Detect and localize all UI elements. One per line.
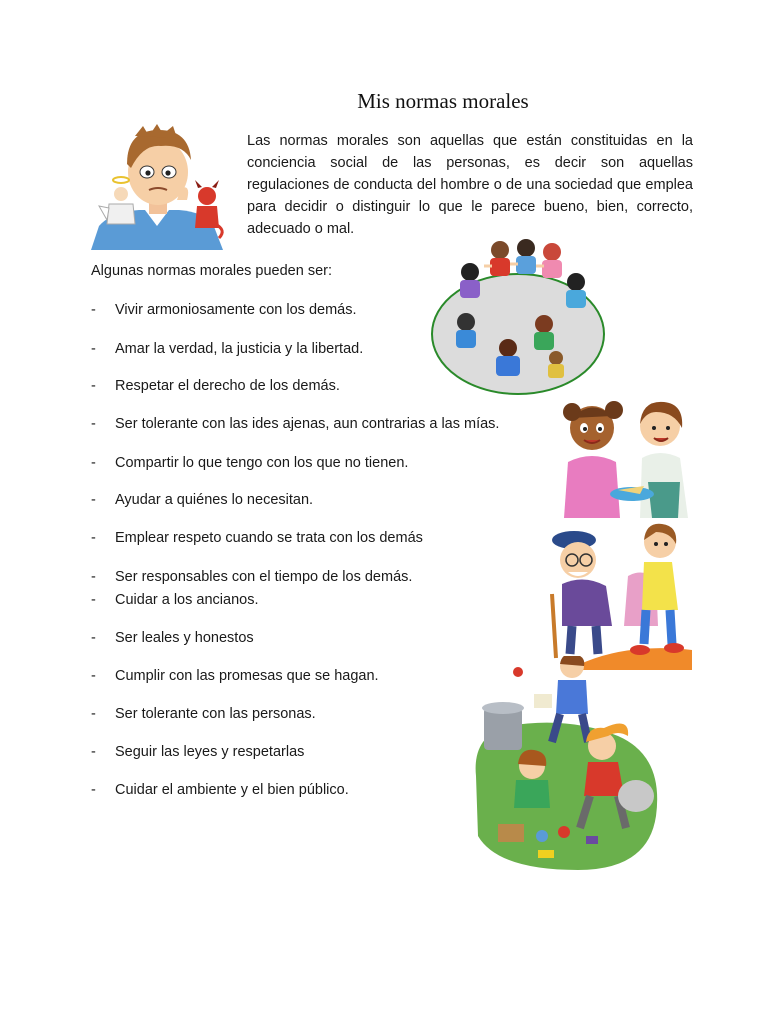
- list-dash: -: [91, 455, 96, 471]
- list-dash: -: [91, 744, 96, 760]
- norm-item: [91, 744, 304, 760]
- norm-text: Seguir las leyes y respetarlas: [115, 744, 305, 760]
- norm-text: Cuidar el ambiente y el bien público.: [115, 782, 349, 798]
- helping-elderly-illustration: [532, 522, 696, 670]
- norm-item: [91, 782, 349, 798]
- intro-paragraph: Las normas morales son aquellas que están constituidas en la conciencia social de las personas, es decir son aquellas regulaciones de conducta del hombre o de una sociedad que emplea para decidir o distinguir lo que le parece bueno, bien, correcto, adecuado o mal.: [247, 133, 693, 237]
- list-dash: -: [91, 630, 96, 646]
- norm-item: [91, 492, 313, 508]
- norm-text: Ser tolerante con las ides ajenas, aun contrarias a las mías.: [115, 416, 500, 432]
- norm-item: [91, 378, 340, 394]
- norm-item: [91, 569, 412, 585]
- list-dash: -: [91, 416, 96, 432]
- norm-text: Ser responsables con el tiempo de los demás.: [115, 569, 413, 585]
- list-intro: Algunas normas morales pueden ser:: [91, 263, 332, 279]
- norm-text: Ser tolerante con las personas.: [115, 706, 316, 722]
- children-sharing-illustration: [556, 398, 696, 520]
- norm-item: [91, 455, 408, 471]
- list-dash: -: [91, 341, 96, 357]
- norm-text: Amar la verdad, la justicia y la libertad.: [115, 341, 364, 357]
- norm-text: Compartir lo que tengo con los que no tienen.: [115, 455, 409, 471]
- list-dash: -: [91, 492, 96, 508]
- list-dash: -: [91, 592, 96, 608]
- norm-text: Cuidar a los ancianos.: [115, 592, 259, 608]
- norm-item: [91, 341, 363, 357]
- norm-item: [91, 668, 379, 684]
- list-dash: -: [91, 569, 96, 585]
- boy-angel-devil-illustration: [91, 124, 233, 250]
- list-dash: -: [91, 530, 96, 546]
- page-title: Mis normas morales: [357, 89, 529, 113]
- children-cleaning-illustration: [468, 656, 664, 872]
- norm-item: [91, 302, 357, 318]
- norm-text: Ser leales y honestos: [115, 630, 254, 646]
- list-dash: -: [91, 378, 96, 394]
- list-dash: -: [91, 302, 96, 318]
- children-circle-illustration: [430, 236, 606, 396]
- list-dash: -: [91, 706, 96, 722]
- list-dash: -: [91, 668, 96, 684]
- norm-text: Ayudar a quiénes lo necesitan.: [115, 492, 314, 508]
- norm-text: Respetar el derecho de los demás.: [115, 378, 340, 394]
- norm-text: Emplear respeto cuando se trata con los demás: [115, 530, 423, 546]
- norm-item: [91, 416, 499, 432]
- norm-text: Vivir armoniosamente con los demás.: [115, 302, 357, 318]
- norm-item: [91, 706, 316, 722]
- norm-item: [91, 630, 254, 646]
- norm-text: Cumplir con las promesas que se hagan.: [115, 668, 379, 684]
- norm-item: [91, 530, 423, 546]
- list-dash: -: [91, 782, 96, 798]
- norm-item: [91, 592, 258, 608]
